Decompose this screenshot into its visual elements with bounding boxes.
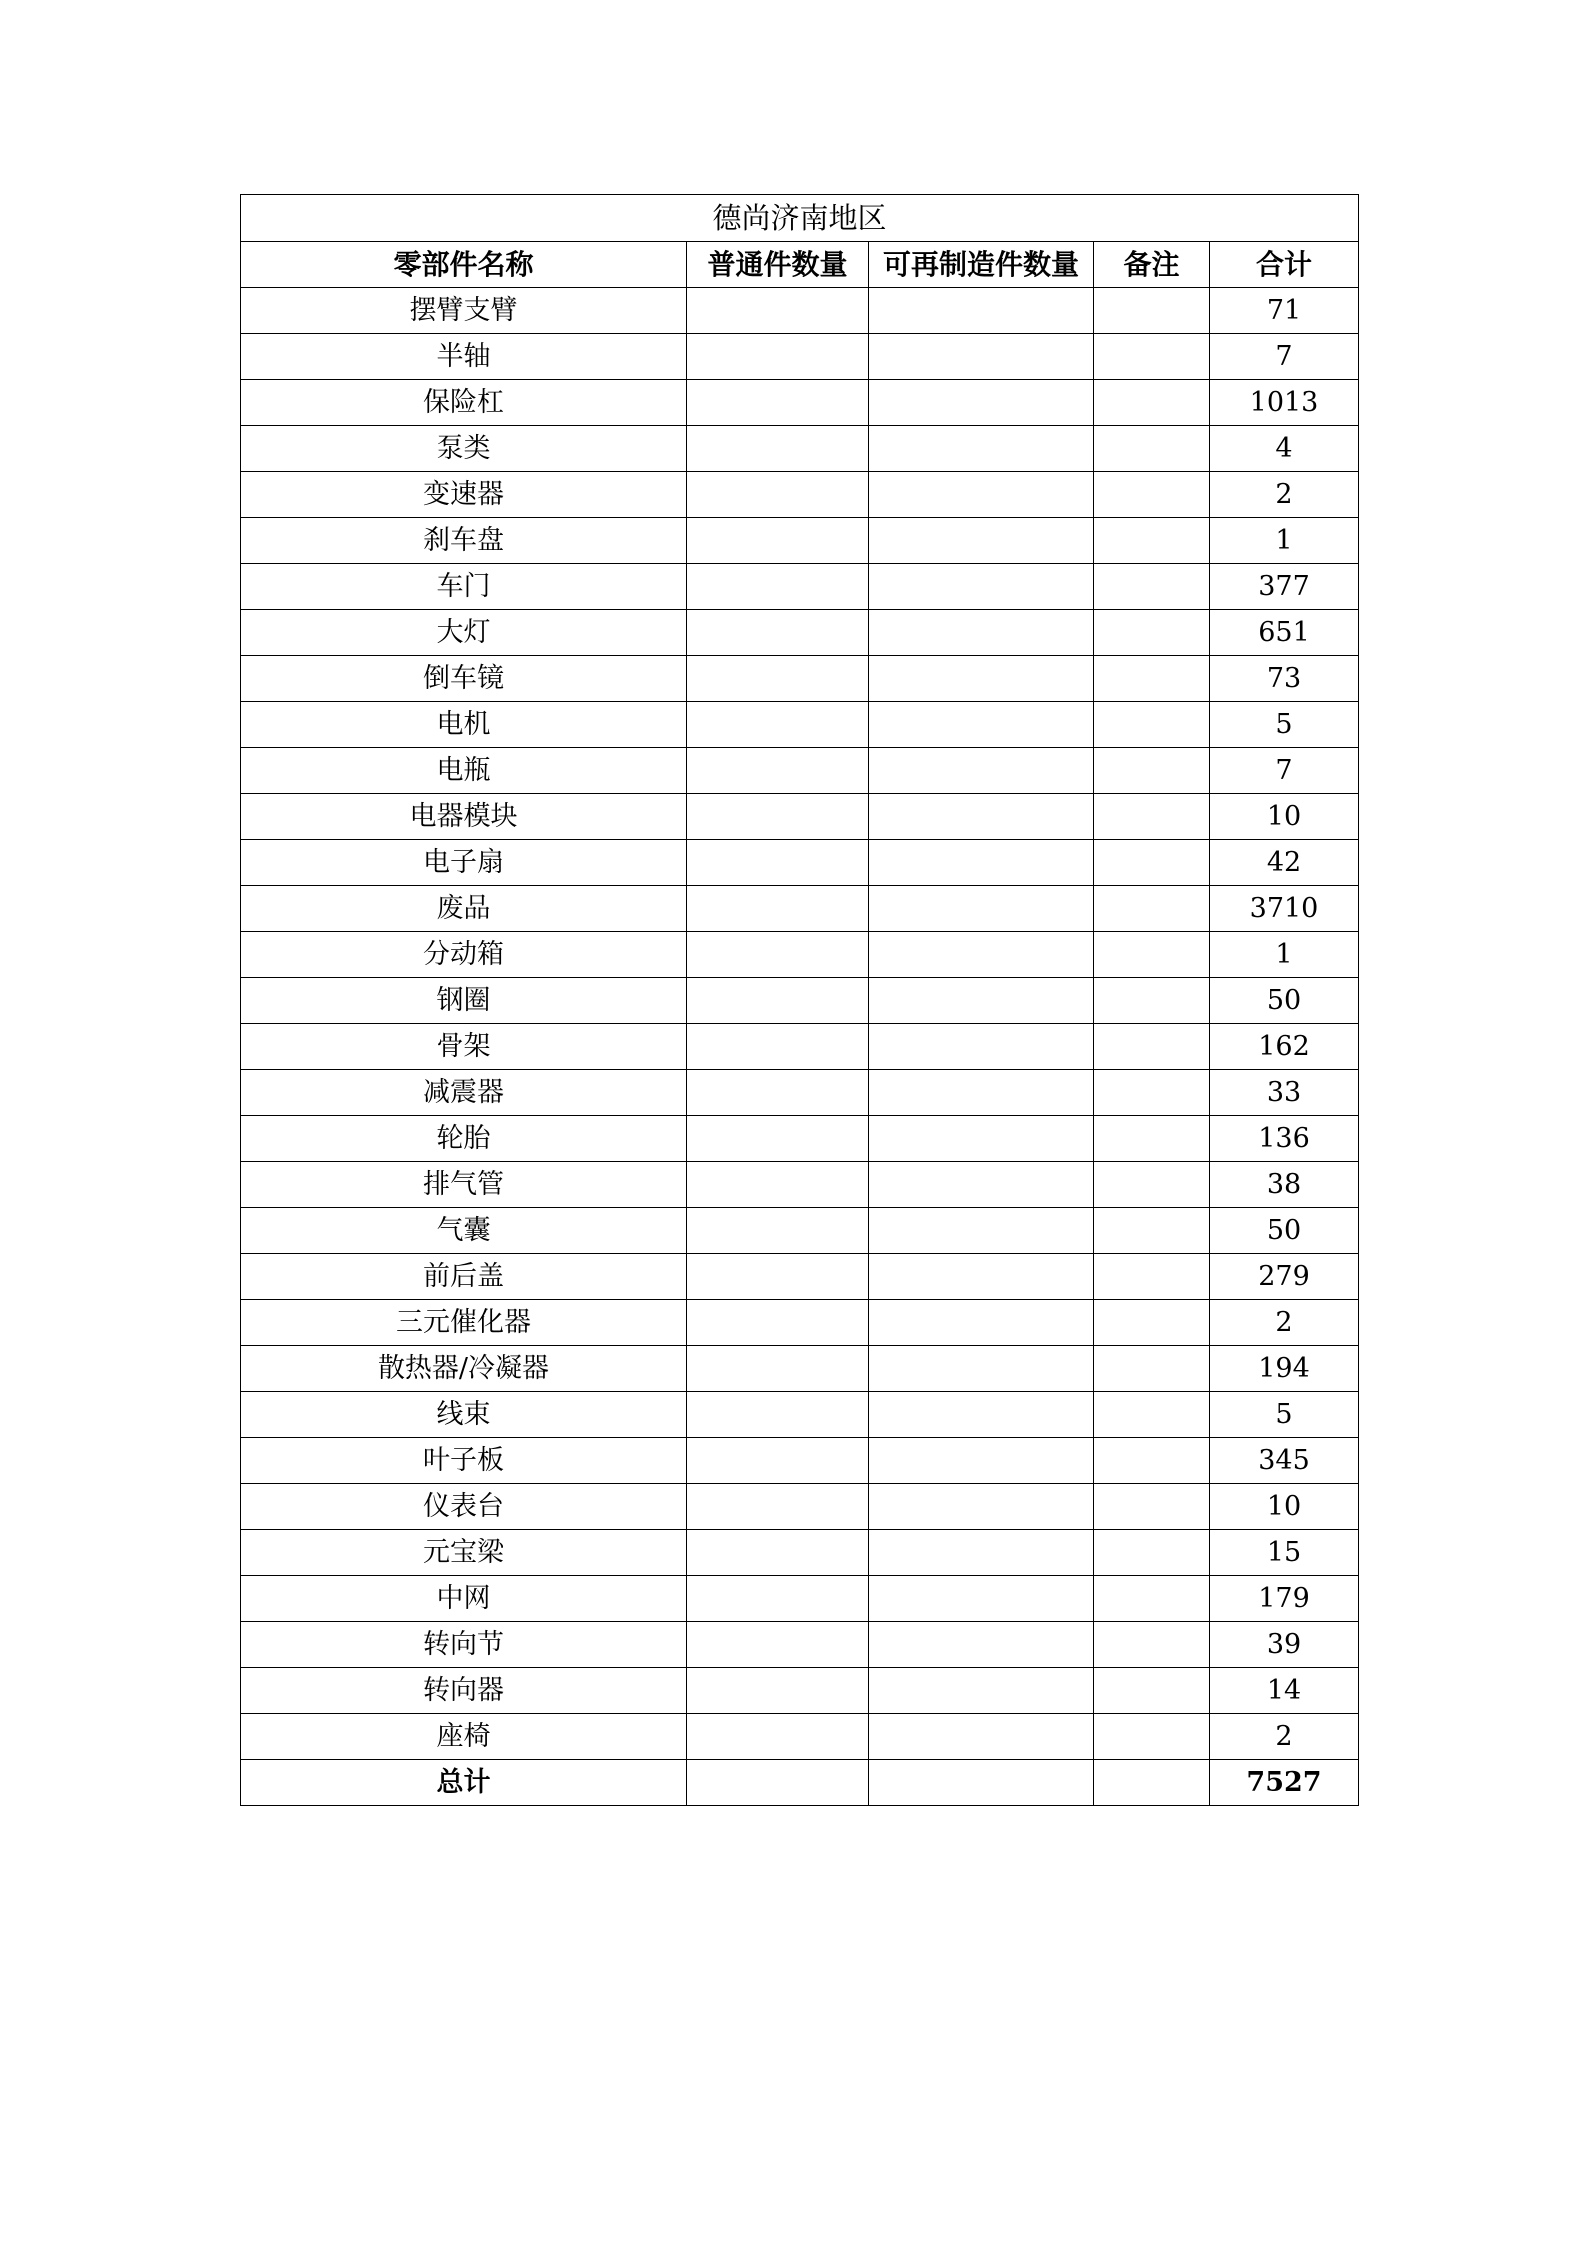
cell-part-name: 大灯 xyxy=(241,610,687,656)
table-row xyxy=(241,1116,1359,1162)
table-row xyxy=(241,1162,1359,1208)
cell-part-name: 电子扇 xyxy=(241,840,687,886)
table-row xyxy=(241,610,1359,656)
summary-note xyxy=(1094,1760,1210,1806)
cell-normal-qty xyxy=(687,978,869,1024)
cell-normal-qty xyxy=(687,840,869,886)
cell-normal-qty xyxy=(687,472,869,518)
cell-total: 10 xyxy=(1210,794,1359,840)
cell-reman-qty xyxy=(869,1484,1094,1530)
table-row xyxy=(241,1668,1359,1714)
cell-total: 4 xyxy=(1210,426,1359,472)
cell-part-name: 变速器 xyxy=(241,472,687,518)
cell-reman-qty xyxy=(869,748,1094,794)
cell-normal-qty xyxy=(687,1530,869,1576)
cell-part-name: 转向节 xyxy=(241,1622,687,1668)
cell-normal-qty xyxy=(687,1622,869,1668)
cell-total: 5 xyxy=(1210,1392,1359,1438)
cell-note xyxy=(1094,610,1210,656)
cell-note xyxy=(1094,1392,1210,1438)
cell-total: 1 xyxy=(1210,518,1359,564)
cell-part-name: 中网 xyxy=(241,1576,687,1622)
header-normal-qty: 普通件数量 xyxy=(687,242,869,288)
cell-part-name: 废品 xyxy=(241,886,687,932)
cell-part-name: 骨架 xyxy=(241,1024,687,1070)
table-row xyxy=(241,426,1359,472)
cell-part-name: 倒车镜 xyxy=(241,656,687,702)
header-part-name: 零部件名称 xyxy=(241,242,687,288)
cell-reman-qty xyxy=(869,380,1094,426)
cell-reman-qty xyxy=(869,1300,1094,1346)
table-row xyxy=(241,978,1359,1024)
cell-normal-qty xyxy=(687,1162,869,1208)
cell-note xyxy=(1094,288,1210,334)
table-row xyxy=(241,1484,1359,1530)
cell-part-name: 减震器 xyxy=(241,1070,687,1116)
cell-note xyxy=(1094,1346,1210,1392)
cell-normal-qty xyxy=(687,1484,869,1530)
cell-total: 179 xyxy=(1210,1576,1359,1622)
cell-normal-qty xyxy=(687,1208,869,1254)
cell-part-name: 排气管 xyxy=(241,1162,687,1208)
cell-total: 377 xyxy=(1210,564,1359,610)
table-row xyxy=(241,1254,1359,1300)
cell-total: 71 xyxy=(1210,288,1359,334)
cell-note xyxy=(1094,978,1210,1024)
cell-part-name: 半轴 xyxy=(241,334,687,380)
cell-normal-qty xyxy=(687,1116,869,1162)
cell-note xyxy=(1094,380,1210,426)
cell-note xyxy=(1094,1484,1210,1530)
cell-reman-qty xyxy=(869,1576,1094,1622)
cell-total: 14 xyxy=(1210,1668,1359,1714)
cell-normal-qty xyxy=(687,702,869,748)
cell-normal-qty xyxy=(687,886,869,932)
cell-normal-qty xyxy=(687,1668,869,1714)
cell-note xyxy=(1094,1300,1210,1346)
cell-reman-qty xyxy=(869,932,1094,978)
cell-part-name: 轮胎 xyxy=(241,1116,687,1162)
cell-note xyxy=(1094,1714,1210,1760)
cell-part-name: 仪表台 xyxy=(241,1484,687,1530)
table-row xyxy=(241,380,1359,426)
cell-total: 2 xyxy=(1210,472,1359,518)
cell-note xyxy=(1094,334,1210,380)
cell-part-name: 三元催化器 xyxy=(241,1300,687,1346)
cell-note xyxy=(1094,564,1210,610)
cell-reman-qty xyxy=(869,472,1094,518)
cell-reman-qty xyxy=(869,794,1094,840)
cell-note xyxy=(1094,1622,1210,1668)
table-row xyxy=(241,518,1359,564)
cell-reman-qty xyxy=(869,564,1094,610)
table-row xyxy=(241,472,1359,518)
cell-total: 162 xyxy=(1210,1024,1359,1070)
cell-reman-qty xyxy=(869,656,1094,702)
cell-normal-qty xyxy=(687,564,869,610)
cell-total: 39 xyxy=(1210,1622,1359,1668)
cell-reman-qty xyxy=(869,610,1094,656)
cell-total: 345 xyxy=(1210,1438,1359,1484)
table-row xyxy=(241,1530,1359,1576)
header-note: 备注 xyxy=(1094,242,1210,288)
cell-part-name: 泵类 xyxy=(241,426,687,472)
table-row xyxy=(241,1714,1359,1760)
cell-normal-qty xyxy=(687,1392,869,1438)
cell-reman-qty xyxy=(869,1024,1094,1070)
cell-part-name: 线束 xyxy=(241,1392,687,1438)
table-row xyxy=(241,748,1359,794)
cell-normal-qty xyxy=(687,794,869,840)
table-row xyxy=(241,840,1359,886)
cell-note xyxy=(1094,426,1210,472)
cell-total: 50 xyxy=(1210,1208,1359,1254)
cell-part-name: 叶子板 xyxy=(241,1438,687,1484)
cell-reman-qty xyxy=(869,1116,1094,1162)
cell-note xyxy=(1094,1116,1210,1162)
cell-total: 7 xyxy=(1210,334,1359,380)
cell-part-name: 摆臂支臂 xyxy=(241,288,687,334)
cell-total: 38 xyxy=(1210,1162,1359,1208)
cell-note xyxy=(1094,748,1210,794)
cell-total: 279 xyxy=(1210,1254,1359,1300)
table-row xyxy=(241,656,1359,702)
cell-normal-qty xyxy=(687,610,869,656)
table-row xyxy=(241,794,1359,840)
cell-reman-qty xyxy=(869,1668,1094,1714)
table-row xyxy=(241,1208,1359,1254)
cell-reman-qty xyxy=(869,1208,1094,1254)
header-reman-qty: 可再制造件数量 xyxy=(869,242,1094,288)
table-row xyxy=(241,702,1359,748)
cell-reman-qty xyxy=(869,1254,1094,1300)
cell-part-name: 散热器/冷凝器 xyxy=(241,1346,687,1392)
table-foot xyxy=(241,1760,1359,1806)
cell-total: 2 xyxy=(1210,1714,1359,1760)
cell-normal-qty xyxy=(687,1024,869,1070)
cell-total: 651 xyxy=(1210,610,1359,656)
cell-normal-qty xyxy=(687,932,869,978)
cell-reman-qty xyxy=(869,1714,1094,1760)
table-row xyxy=(241,564,1359,610)
cell-normal-qty xyxy=(687,1576,869,1622)
table-head xyxy=(241,195,1359,288)
table-body xyxy=(241,288,1359,1760)
cell-total: 1013 xyxy=(1210,380,1359,426)
table-row xyxy=(241,932,1359,978)
table-row xyxy=(241,1300,1359,1346)
table-row xyxy=(241,1438,1359,1484)
table-row xyxy=(241,334,1359,380)
cell-normal-qty xyxy=(687,1300,869,1346)
cell-reman-qty xyxy=(869,1346,1094,1392)
cell-part-name: 前后盖 xyxy=(241,1254,687,1300)
cell-note xyxy=(1094,1576,1210,1622)
cell-part-name: 气囊 xyxy=(241,1208,687,1254)
cell-total: 2 xyxy=(1210,1300,1359,1346)
summary-reman-qty xyxy=(869,1760,1094,1806)
cell-reman-qty xyxy=(869,840,1094,886)
cell-note xyxy=(1094,1162,1210,1208)
cell-normal-qty xyxy=(687,748,869,794)
cell-part-name: 座椅 xyxy=(241,1714,687,1760)
table-row xyxy=(241,1346,1359,1392)
cell-reman-qty xyxy=(869,1438,1094,1484)
table-row xyxy=(241,1024,1359,1070)
summary-total: 7527 xyxy=(1210,1760,1359,1806)
cell-normal-qty xyxy=(687,1438,869,1484)
cell-normal-qty xyxy=(687,656,869,702)
cell-reman-qty xyxy=(869,978,1094,1024)
cell-reman-qty xyxy=(869,1530,1094,1576)
cell-normal-qty xyxy=(687,1070,869,1116)
cell-normal-qty xyxy=(687,426,869,472)
cell-total: 5 xyxy=(1210,702,1359,748)
cell-reman-qty xyxy=(869,1622,1094,1668)
cell-reman-qty xyxy=(869,702,1094,748)
cell-total: 50 xyxy=(1210,978,1359,1024)
cell-total: 15 xyxy=(1210,1530,1359,1576)
cell-normal-qty xyxy=(687,380,869,426)
cell-note xyxy=(1094,518,1210,564)
table-row xyxy=(241,1070,1359,1116)
cell-part-name: 电机 xyxy=(241,702,687,748)
cell-reman-qty xyxy=(869,1162,1094,1208)
cell-reman-qty xyxy=(869,334,1094,380)
cell-reman-qty xyxy=(869,1392,1094,1438)
cell-total: 194 xyxy=(1210,1346,1359,1392)
table-row xyxy=(241,886,1359,932)
cell-total: 136 xyxy=(1210,1116,1359,1162)
cell-normal-qty xyxy=(687,518,869,564)
cell-note xyxy=(1094,932,1210,978)
cell-note xyxy=(1094,702,1210,748)
cell-part-name: 钢圈 xyxy=(241,978,687,1024)
cell-total: 73 xyxy=(1210,656,1359,702)
cell-normal-qty xyxy=(687,1346,869,1392)
table-row xyxy=(241,1622,1359,1668)
cell-note xyxy=(1094,1668,1210,1714)
cell-total: 7 xyxy=(1210,748,1359,794)
cell-normal-qty xyxy=(687,1714,869,1760)
cell-note xyxy=(1094,794,1210,840)
cell-part-name: 保险杠 xyxy=(241,380,687,426)
cell-reman-qty xyxy=(869,886,1094,932)
table-row xyxy=(241,288,1359,334)
cell-note xyxy=(1094,886,1210,932)
cell-part-name: 元宝梁 xyxy=(241,1530,687,1576)
cell-total: 10 xyxy=(1210,1484,1359,1530)
cell-note xyxy=(1094,1438,1210,1484)
cell-total: 1 xyxy=(1210,932,1359,978)
cell-note xyxy=(1094,1070,1210,1116)
cell-reman-qty xyxy=(869,518,1094,564)
summary-row xyxy=(241,1760,1359,1806)
cell-reman-qty xyxy=(869,1070,1094,1116)
cell-total: 42 xyxy=(1210,840,1359,886)
cell-note xyxy=(1094,472,1210,518)
cell-note xyxy=(1094,1530,1210,1576)
cell-note xyxy=(1094,1208,1210,1254)
cell-part-name: 电器模块 xyxy=(241,794,687,840)
table-row xyxy=(241,1392,1359,1438)
cell-reman-qty xyxy=(869,426,1094,472)
cell-reman-qty xyxy=(869,288,1094,334)
cell-normal-qty xyxy=(687,288,869,334)
cell-part-name: 电瓶 xyxy=(241,748,687,794)
header-total: 合计 xyxy=(1210,242,1359,288)
header-row xyxy=(241,242,1359,288)
table-title: 德尚济南地区 xyxy=(241,195,1359,242)
cell-note xyxy=(1094,840,1210,886)
cell-normal-qty xyxy=(687,1254,869,1300)
cell-note xyxy=(1094,656,1210,702)
cell-part-name: 刹车盘 xyxy=(241,518,687,564)
cell-total: 3710 xyxy=(1210,886,1359,932)
summary-normal-qty xyxy=(687,1760,869,1806)
cell-note xyxy=(1094,1024,1210,1070)
cell-part-name: 车门 xyxy=(241,564,687,610)
title-row xyxy=(241,195,1359,242)
cell-total: 33 xyxy=(1210,1070,1359,1116)
cell-part-name: 分动箱 xyxy=(241,932,687,978)
cell-normal-qty xyxy=(687,334,869,380)
cell-part-name: 转向器 xyxy=(241,1668,687,1714)
table-row xyxy=(241,1576,1359,1622)
parts-table xyxy=(240,194,1359,1806)
summary-label: 总计 xyxy=(241,1760,687,1806)
cell-note xyxy=(1094,1254,1210,1300)
